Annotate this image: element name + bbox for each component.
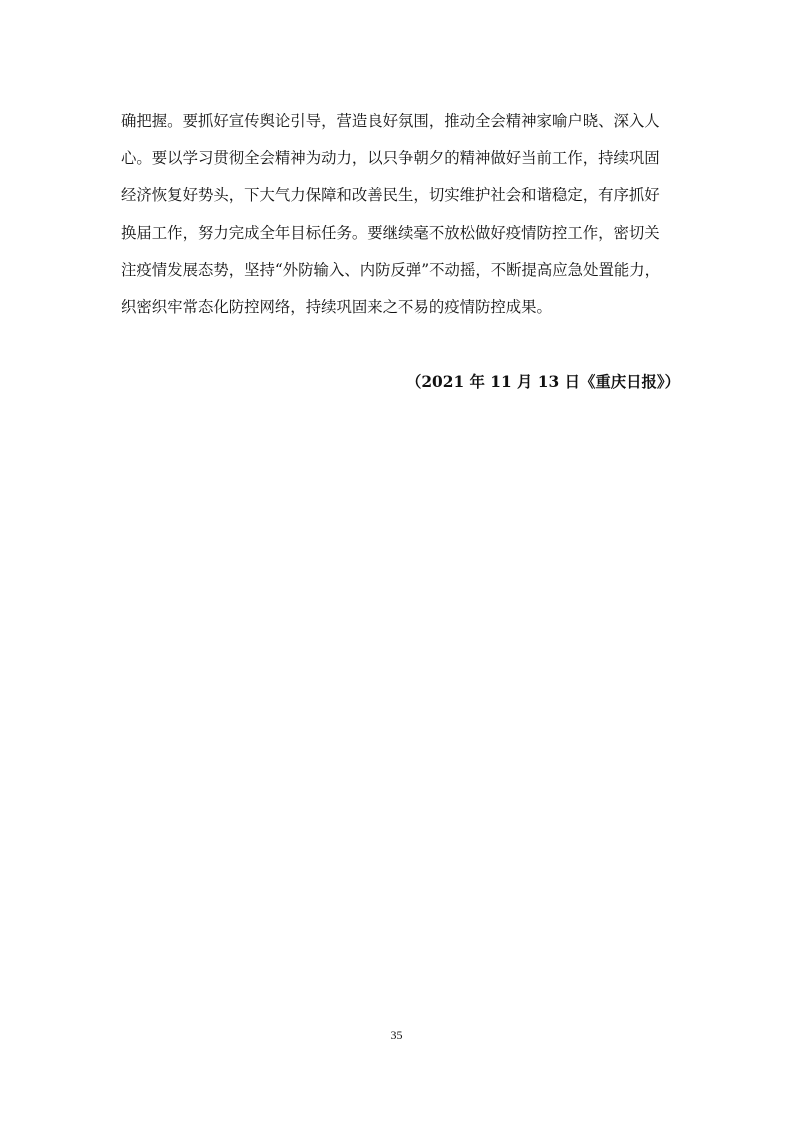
body-text — [121, 103, 681, 326]
body-line-6: 织密织牢常态化防控网络，持续巩固来之不易的疫情防控成果。 — [121, 297, 552, 316]
body-line-4: 换届工作，努力完成全年目标任务。要继续毫不放松做好疫情防控工作，密切关 — [121, 223, 660, 242]
body-line-2: 心。要以学习贯彻全会精神为动力，以只争朝夕的精神做好当前工作，持续巩固 — [121, 149, 660, 168]
body-line-3: 经济恢复好势头，下大气力保障和改善民生，切实维护社会和谐稳定，有序抓好 — [121, 186, 660, 205]
source-citation: （2021 年 11 月 13 日《重庆日报》） — [405, 373, 680, 391]
page-number: 35 — [390, 1028, 403, 1042]
body-line-5: 注疫情发展态势，坚持“外防输入、内防反弹”不动摇，不断提高应急处置能力， — [121, 260, 661, 279]
body-line-1: 确把握。要抓好宣传舆论引导，营造良好氛围，推动全会精神家喻户晓、深入人 — [121, 112, 660, 130]
